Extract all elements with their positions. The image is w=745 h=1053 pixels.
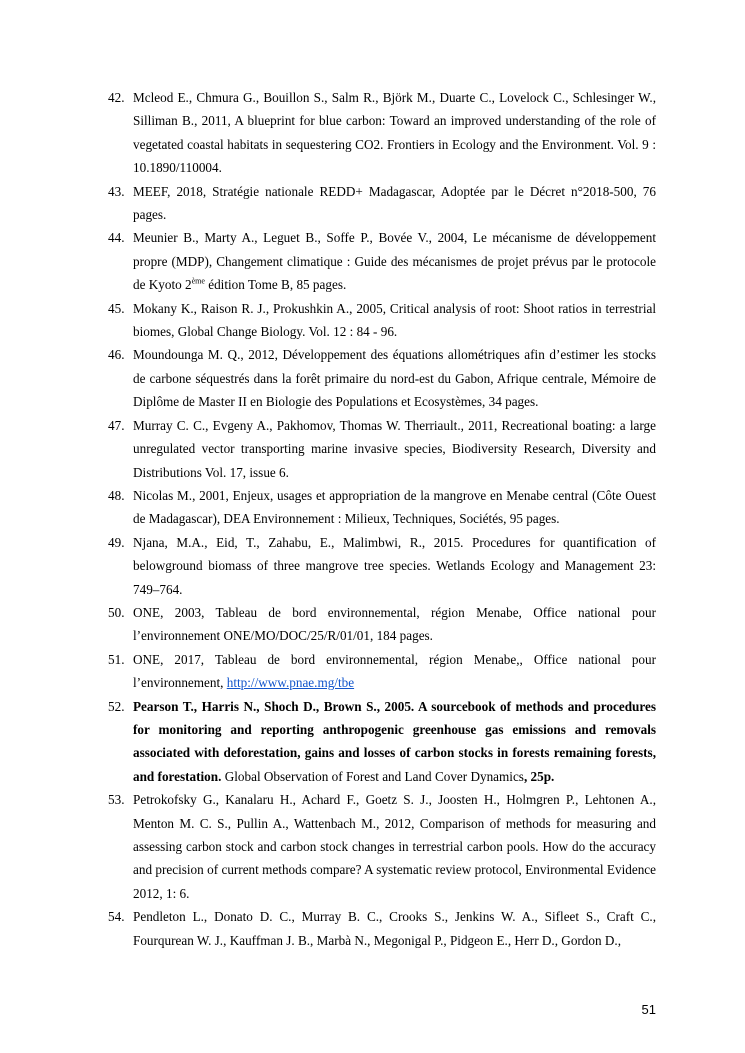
page-number: 51 <box>641 1002 656 1017</box>
reference-bold-text: Pearson T., Harris N., Shoch D., Brown S., 2005. A sourcebook of methods and procedures for monitoring and reporting anthropogenic greenhouse gas emissions and removals associated with deforestation, gains and losses of carbon stocks in forests remaining forests, and forestation. <box>133 698 656 784</box>
reference-item <box>100 788 656 905</box>
reference-link[interactable]: http://www.pnae.mg/tbe <box>226 675 355 691</box>
reference-text: Njana, M.A., Eid, T., Zahabu, E., Malimbwi, R., 2015. Procedures for quantification of belowground biomass of three mangrove tree species. Wetlands Ecology and Management 23: 749–764. <box>133 534 656 597</box>
reference-text: Mokany K., Raison R. J., Prokushkin A., 2005, Critical analysis of root: Shoot ratios in terrestrial biomes, Global Change Biology. Vol. 12 : 84 - 96. <box>133 300 656 340</box>
reference-text: Moundounga M. Q., 2012, Développement des équations allométriques afin d’estimer les stocks de carbone séquestrés dans la forêt primaire du nord-est du Gabon, Afrique centrale, Mémoire de Diplôme de Master II en Biologie des Populations et Ecosystèmes, 34 pages. <box>133 347 656 410</box>
reference-text: Meunier B., Marty A., Leguet B., Soffe P., Bovée V., 2004, Le mécanisme de développement propre (MDP), Changement climatique : Guide des mécanismes de projet prévus par le protocole de Kyoto 2 <box>133 230 656 293</box>
reference-text: ONE, 2017, Tableau de bord environnemental, région Menabe,, Office national pour l’environnement, <box>133 651 656 691</box>
superscript: ème <box>191 276 205 286</box>
reference-number: 49. <box>108 534 125 550</box>
reference-text: ONE, 2003, Tableau de bord environnemental, région Menabe, Office national pour l’environnement ONE/MO/DOC/25/R/01/01, 184 pages. <box>133 604 656 644</box>
reference-text: Nicolas M., 2001, Enjeux, usages et appropriation de la mangrove en Menabe central (Côte Ouest de Madagascar), DEA Environnement : Milieux, Techniques, Sociétés, 95 pages. <box>133 487 656 527</box>
reference-item <box>100 695 656 789</box>
reference-number: 48. <box>108 487 125 503</box>
reference-text-continued: édition Tome B, 85 pages. <box>204 277 347 293</box>
reference-item <box>100 648 656 695</box>
reference-text: MEEF, 2018, Stratégie nationale REDD+ Madagascar, Adoptée par le Décret n°2018-500, 76 pages. <box>133 183 656 223</box>
reference-bold-pages: , 25p. <box>523 768 555 784</box>
reference-number: 43. <box>108 183 125 199</box>
reference-number: 44. <box>108 230 125 246</box>
reference-item <box>100 484 656 531</box>
reference-number: 53. <box>108 792 125 808</box>
reference-text: Petrokofsky G., Kanalaru H., Achard F., Goetz S. J., Joosten H., Holmgren P., Lehtonen A., Menton M. C. S., Pullin A., Wattenbach M., 2012, Comparison of methods for measuring and assessing carbon stock and carbon stock changes in terrestrial carbon pools. How do the accuracy and precision of current methods compare? A systematic review protocol, Environmental Evidence 2012, 1: 6. <box>133 792 656 901</box>
reference-number: 45. <box>108 300 125 316</box>
reference-item <box>100 297 656 344</box>
reference-number: 52. <box>108 698 125 714</box>
reference-text: Pendleton L., Donato D. C., Murray B. C., Crooks S., Jenkins W. A., Sifleet S., Craft C., Fourqurean W. J., Kauffman J. B., Marbà N., Megonigal P., Pidgeon E., Herr D., Gordon D., <box>133 909 656 948</box>
reference-text: Global Observation of Forest and Land Cover Dynamics <box>221 768 524 784</box>
reference-number: 47. <box>108 417 125 433</box>
reference-number: 50. <box>108 604 125 620</box>
reference-item <box>100 86 656 180</box>
reference-item <box>100 180 656 227</box>
reference-item <box>100 601 656 648</box>
reference-number: 42. <box>108 90 125 105</box>
reference-number: 51. <box>108 651 125 667</box>
reference-item <box>100 905 656 952</box>
reference-number: 46. <box>108 347 125 363</box>
reference-number: 54. <box>108 909 125 925</box>
reference-item <box>100 414 656 484</box>
reference-item <box>100 531 656 601</box>
reference-item <box>100 343 656 413</box>
reference-text: Mcleod E., Chmura G., Bouillon S., Salm R., Björk M., Duarte C., Lovelock C., Schlesinger W., Silliman B., 2011, A blueprint for blue carbon: Toward an improved understanding of the role of vegetated coastal habitats in sequestering CO2. Frontiers in Ecology and the Environment. Vol. 9 : 10.1890/110004. <box>133 90 656 176</box>
reference-list <box>100 86 656 952</box>
reference-text: Murray C. C., Evgeny A., Pakhomov, Thomas W. Therriault., 2011, Recreational boating: a large unregulated vector transporting marine invasive species, Biodiversity Research, Diversity and Distributions Vol. 17, issue 6. <box>133 417 656 480</box>
reference-item <box>100 226 656 296</box>
